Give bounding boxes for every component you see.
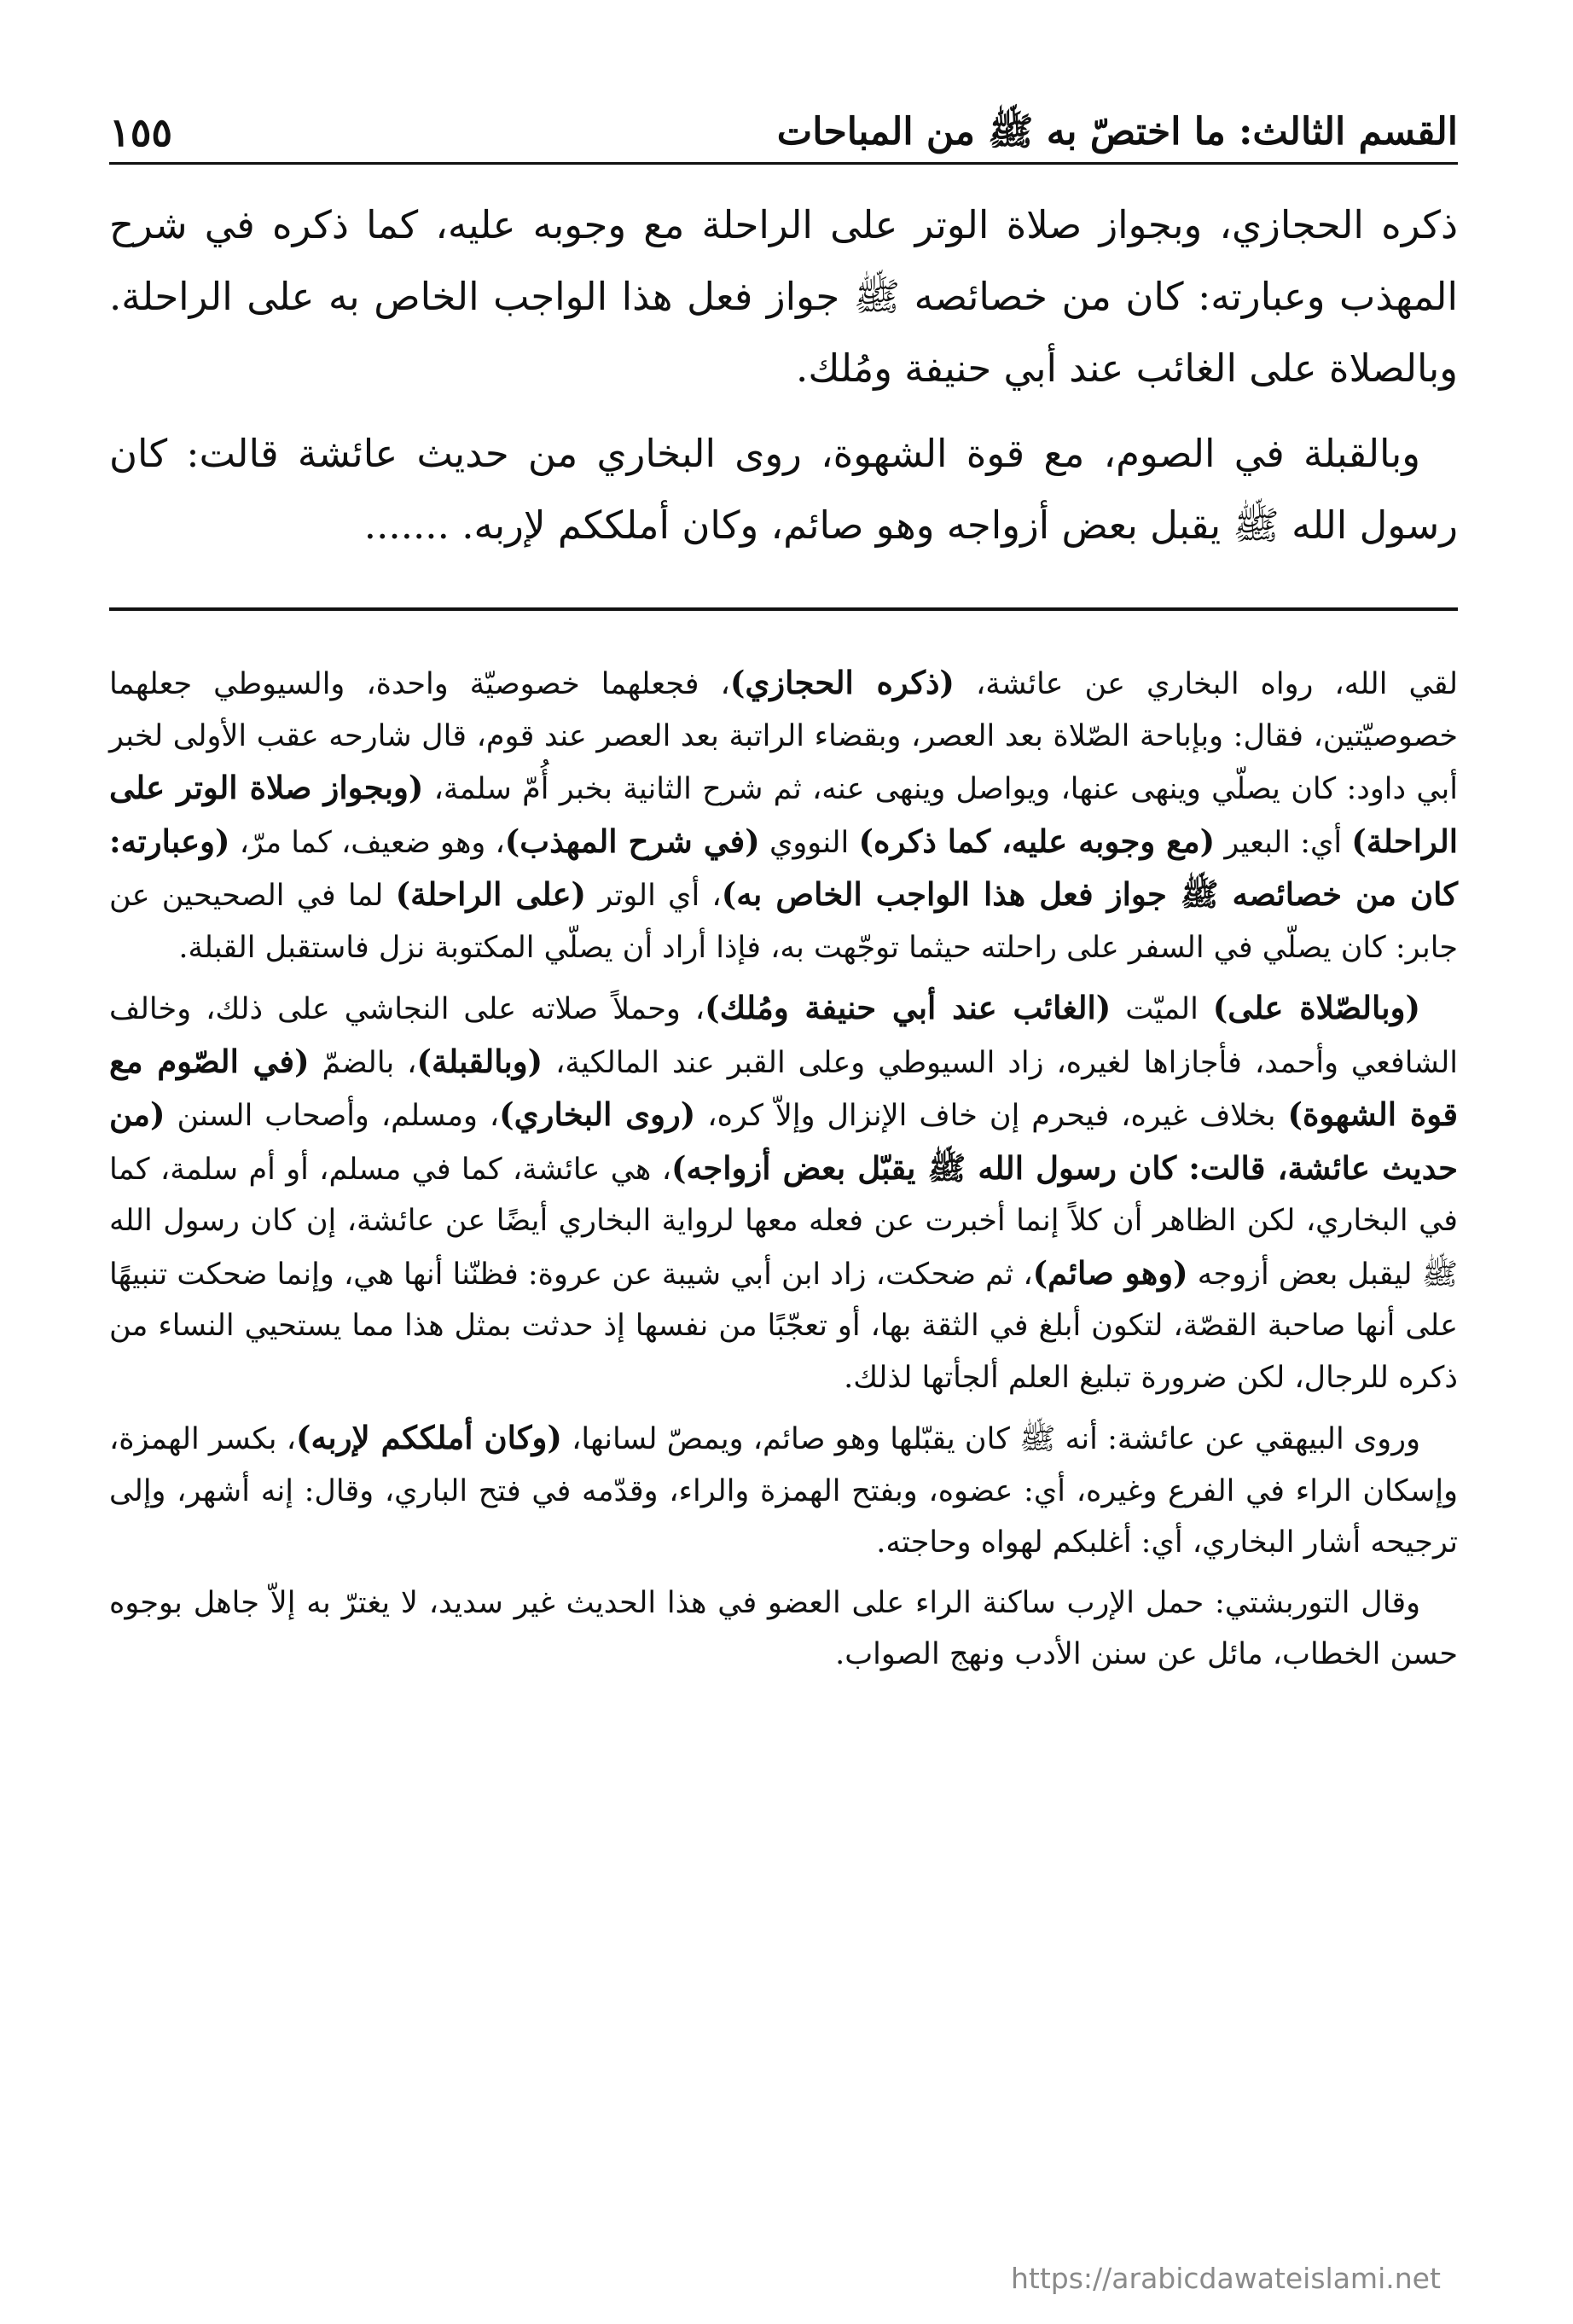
quoted-matn-phrase: (في شرح المهذب) xyxy=(504,822,760,860)
quoted-matn-phrase: (روى البخاري) xyxy=(499,1095,696,1133)
quoted-matn-phrase: (وكان أملككم لإربه) xyxy=(296,1419,562,1456)
quoted-matn-phrase: (مع وجوبه عليه، كما ذكره) xyxy=(858,822,1216,860)
quoted-matn-phrase: (وهو صائم) xyxy=(1032,1253,1188,1292)
commentary-text: بخلاف غيره، فيحرم إن خاف الإنزال وإلاّ كره، xyxy=(695,1099,1288,1133)
quoted-matn-phrase: (ذكره الحجازي) xyxy=(729,664,955,701)
commentary-text: ، هي عائشة، كما في مسلم، أو أم سلمة، كما في البخاري، لكن الظاهر أن كلاً إنما أخبرت عن فعله معها لرواية البخاري أيضًا عن عائشة، إن كان رسول الله ﷺ ليقبل بعض أزوجه xyxy=(109,1152,1458,1292)
quoted-matn-phrase: (الغائب عند أبي حنيفة ومُلك) xyxy=(705,989,1112,1026)
matn-text xyxy=(109,189,1458,575)
sharh-commentary xyxy=(109,657,1458,1689)
commentary-text: ، بالضمّ xyxy=(309,1045,417,1080)
quoted-matn-phrase: (وبالصّلاة على) xyxy=(1212,989,1420,1026)
quoted-matn-phrase: (وعبارته: كان من خصائصه ﷺ جواز فعل هذا الواجب الخاص به) xyxy=(109,822,1459,913)
sharh-paragraph xyxy=(109,1412,1458,1569)
commentary-text: الميّت xyxy=(1111,992,1213,1026)
running-title: القسم الثالث: ما اختصّ به ﷺ من المباحات xyxy=(776,110,1458,154)
commentary-text: أي: البعير xyxy=(1215,825,1352,860)
matn-sharh-divider xyxy=(109,607,1458,611)
commentary-text: ، فجعلهما خصوصيّة واحدة، والسيوطي جعلهما خصوصيّتين، فقال: وبإباحة الصّلاة بعد العصر، وبقضاء الراتبة بعد العصر عند قوم، قال شارحه عقب الأولى لخبر أبي داود: كان يصلّي وينهى عنها، ويواصل وينهى عنه، ثم شرح الثانية بخبر أُمّ سلمة، xyxy=(109,667,1458,806)
header-rule xyxy=(109,162,1458,165)
commentary-text: وروى البيهقي عن عائشة: أنه ﷺ كان يقبّلها وهو صائم، ويمصّ لسانها، xyxy=(561,1422,1420,1456)
page-header xyxy=(109,81,1458,158)
page-number: ١٥٥ xyxy=(109,109,173,155)
sharh-paragraph xyxy=(109,1577,1458,1681)
commentary-text: وقال التوربشتي: حمل الإرب ساكنة الراء على العضو في هذا الحديث غير سديد، لا يغترّ به إلاّ جاهل بوجوه حسن الخطاب، مائل عن سنن الأدب ونهج الصواب. xyxy=(109,1585,1458,1671)
commentary-text: لقي الله، رواه البخاري عن عائشة، xyxy=(954,667,1458,701)
commentary-text: ، وحملاً صلاته على النجاشي على ذلك، وخالف الشافعي وأحمد، فأجازاها لغيره، زاد السيوطي وعلى القبر عند المالكية، xyxy=(109,992,1458,1080)
commentary-text: ، بكسر الهمزة، وإسكان الراء في الفرع وغيره، أي: عضوه، وبفتح الهمزة والراء، وقدّمه في فتح الباري، وقال: إنه أشهر، وإلى ترجيحه أشار البخاري، أي: أغلبكم لهواه وحاجته. xyxy=(109,1422,1458,1560)
sharh-paragraph xyxy=(109,982,1458,1403)
quoted-matn-phrase: (وبجواز صلاة الوتر على الراحلة) xyxy=(109,769,1459,860)
matn-paragraph: ذكره الحجازي، وبجواز صلاة الوتر على الراحلة مع وجوبه عليه، كما ذكره في شرح المهذب وعبارته: كان من خصائصه ﷺ جواز فعل هذا الواجب الخاص به على الراحلة. وبالصلاة على الغائب عند أبي حنيفة ومُلك. xyxy=(109,202,1458,391)
commentary-text: لما في الصحيحين عن جابر: كان يصلّي في السفر على راحلته حيثما توجّهت به، فإذا أراد أن يصلّي المكتوبة نزل فاستقبل القبلة. xyxy=(109,879,1458,965)
commentary-text: النووي xyxy=(759,825,859,860)
commentary-text: ، وهو ضعيف، كما مرّ، xyxy=(229,825,505,860)
sharh-paragraph xyxy=(109,657,1458,973)
matn-paragraph: وبالقبلة في الصوم، مع قوة الشهوة، روى البخاري من حديث عائشة قالت: كان رسول الله ﷺ يقبل بعض أزواجه وهو صائم، وكان أملككم لإربه. ....... xyxy=(109,431,1458,548)
quoted-matn-phrase: (على الراحلة) xyxy=(395,875,587,913)
quoted-matn-phrase: (وبالقبلة) xyxy=(416,1042,543,1080)
watermark-url: https://arabicdawateislami.net xyxy=(1011,2262,1441,2295)
quoted-matn-phrase: (من حديث عائشة، قالت: كان رسول الله ﷺ يقبّل بعض أزواجه) xyxy=(109,1095,1458,1187)
quoted-matn-phrase: (في الصّوم مع قوة الشهوة) xyxy=(109,1042,1459,1133)
commentary-text: ، ومسلم، وأصحاب السنن xyxy=(165,1099,500,1133)
commentary-text: ، أي الوتر xyxy=(586,879,722,913)
commentary-text: ، ثم ضحكت، زاد ابن أبي شيبة عن عروة: فظنّنا أنها هي، وإنما ضحكت تنبيهًا على أنها صاحبة القصّة، لتكون أبلغ في الثقة بها، أو تعجّبًا من نفسها إذ حدثت بمثل هذا مما يستحيي النساء من ذكره للرجال، لكن ضرورة تبليغ العلم ألجأتها لذلك. xyxy=(109,1257,1458,1395)
